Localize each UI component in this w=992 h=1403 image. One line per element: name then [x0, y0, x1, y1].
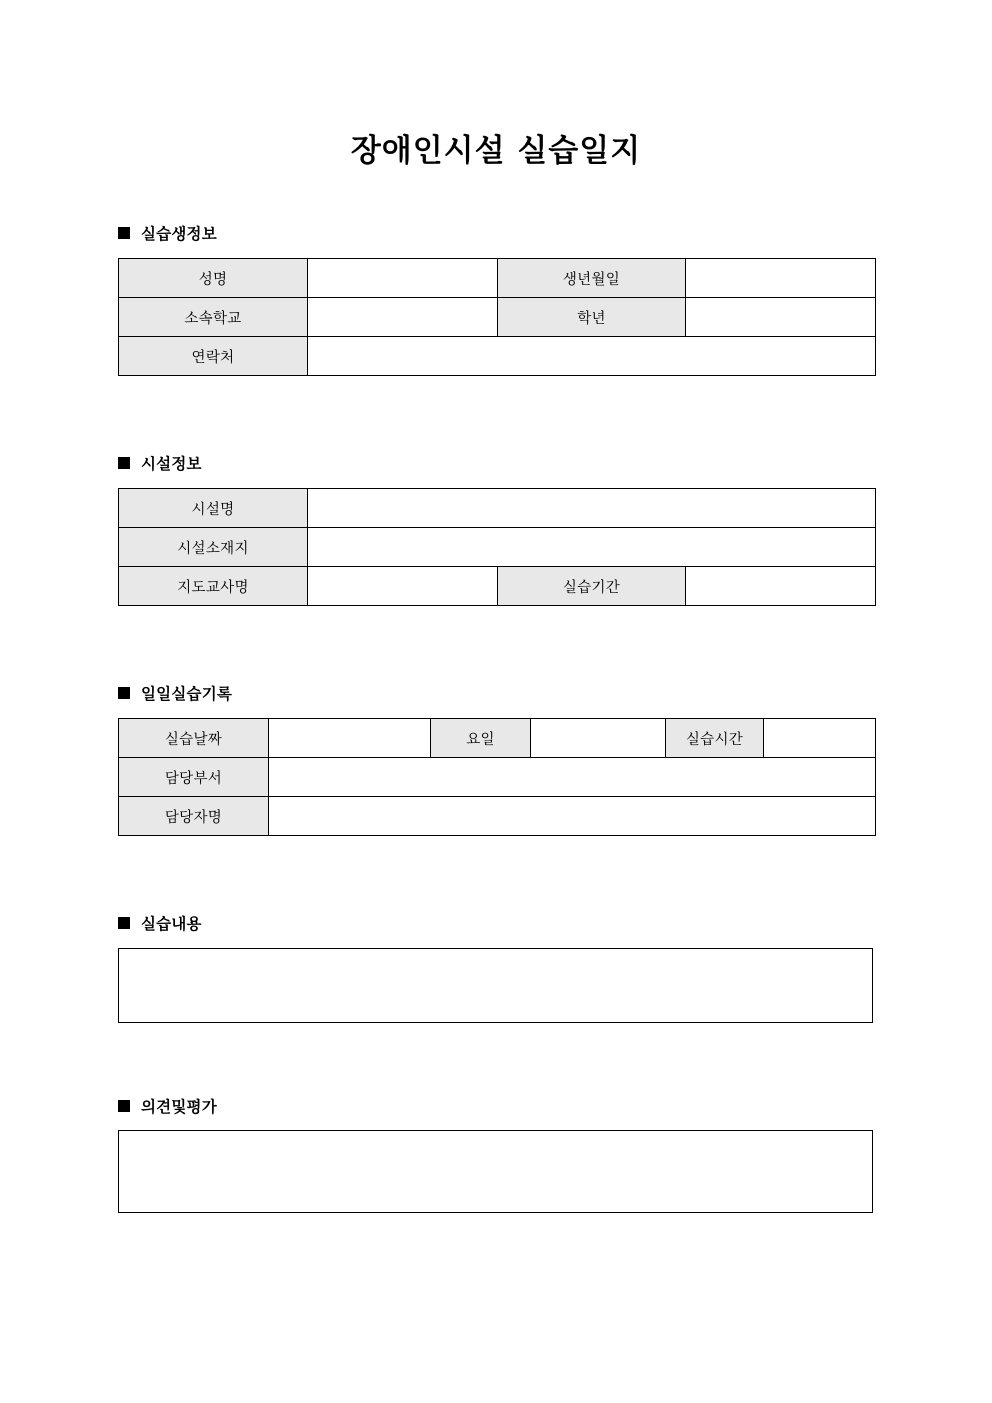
table-row — [119, 528, 876, 567]
field-label-practicum-hours: 실습시간 — [666, 719, 764, 758]
section-heading-facility-info — [118, 452, 202, 474]
field-value-grade[interactable] — [686, 298, 876, 337]
square-bullet-icon — [118, 457, 130, 469]
field-label-supervisor-name: 지도교사명 — [119, 567, 308, 606]
practicum-content-textarea[interactable] — [118, 948, 873, 1023]
field-value-weekday[interactable] — [531, 719, 666, 758]
field-label-birthdate: 생년월일 — [498, 259, 686, 298]
section-heading-label: 의견및평가 — [141, 1098, 217, 1116]
section-heading-student-info — [118, 222, 217, 244]
table-row — [119, 337, 876, 376]
opinion-evaluation-textarea[interactable] — [118, 1130, 873, 1213]
field-value-facility-location[interactable] — [308, 528, 876, 567]
square-bullet-icon — [118, 917, 130, 929]
table-row — [119, 489, 876, 528]
field-value-facility-name[interactable] — [308, 489, 876, 528]
section-heading-opinion-evaluation — [118, 1095, 217, 1117]
section-heading-label: 일일실습기록 — [141, 685, 233, 703]
field-value-contact[interactable] — [308, 337, 876, 376]
student-info-table — [118, 258, 876, 376]
section-heading-label: 실습생정보 — [141, 225, 217, 243]
field-label-facility-location: 시설소재지 — [119, 528, 308, 567]
field-value-school[interactable] — [308, 298, 498, 337]
field-label-person-in-charge: 담당자명 — [119, 797, 269, 836]
field-label-contact: 연락처 — [119, 337, 308, 376]
section-heading-practicum-content — [118, 912, 202, 934]
table-row — [119, 259, 876, 298]
field-label-department: 담당부서 — [119, 758, 269, 797]
field-value-department[interactable] — [269, 758, 876, 797]
field-label-weekday: 요일 — [431, 719, 531, 758]
table-row — [119, 298, 876, 337]
field-value-person-in-charge[interactable] — [269, 797, 876, 836]
section-heading-label: 실습내용 — [141, 915, 202, 933]
square-bullet-icon — [118, 1100, 130, 1112]
table-row — [119, 719, 876, 758]
field-value-name[interactable] — [308, 259, 498, 298]
section-heading-daily-record — [118, 682, 232, 704]
page-title: 장애인시설 실습일지 — [350, 133, 642, 169]
facility-info-table — [118, 488, 876, 606]
square-bullet-icon — [118, 227, 130, 239]
field-value-practicum-hours[interactable] — [764, 719, 876, 758]
table-row — [119, 567, 876, 606]
table-row — [119, 758, 876, 797]
field-label-practicum-date: 실습날짜 — [119, 719, 269, 758]
field-label-school: 소속학교 — [119, 298, 308, 337]
field-value-birthdate[interactable] — [686, 259, 876, 298]
field-label-name: 성명 — [119, 259, 308, 298]
field-value-practicum-date[interactable] — [269, 719, 431, 758]
field-value-supervisor-name[interactable] — [308, 567, 498, 606]
daily-record-table — [118, 718, 876, 836]
square-bullet-icon — [118, 687, 130, 699]
table-row — [119, 797, 876, 836]
field-label-practicum-period: 실습기간 — [498, 567, 686, 606]
field-label-grade: 학년 — [498, 298, 686, 337]
section-heading-label: 시설정보 — [141, 455, 202, 473]
field-value-practicum-period[interactable] — [686, 567, 876, 606]
field-label-facility-name: 시설명 — [119, 489, 308, 528]
